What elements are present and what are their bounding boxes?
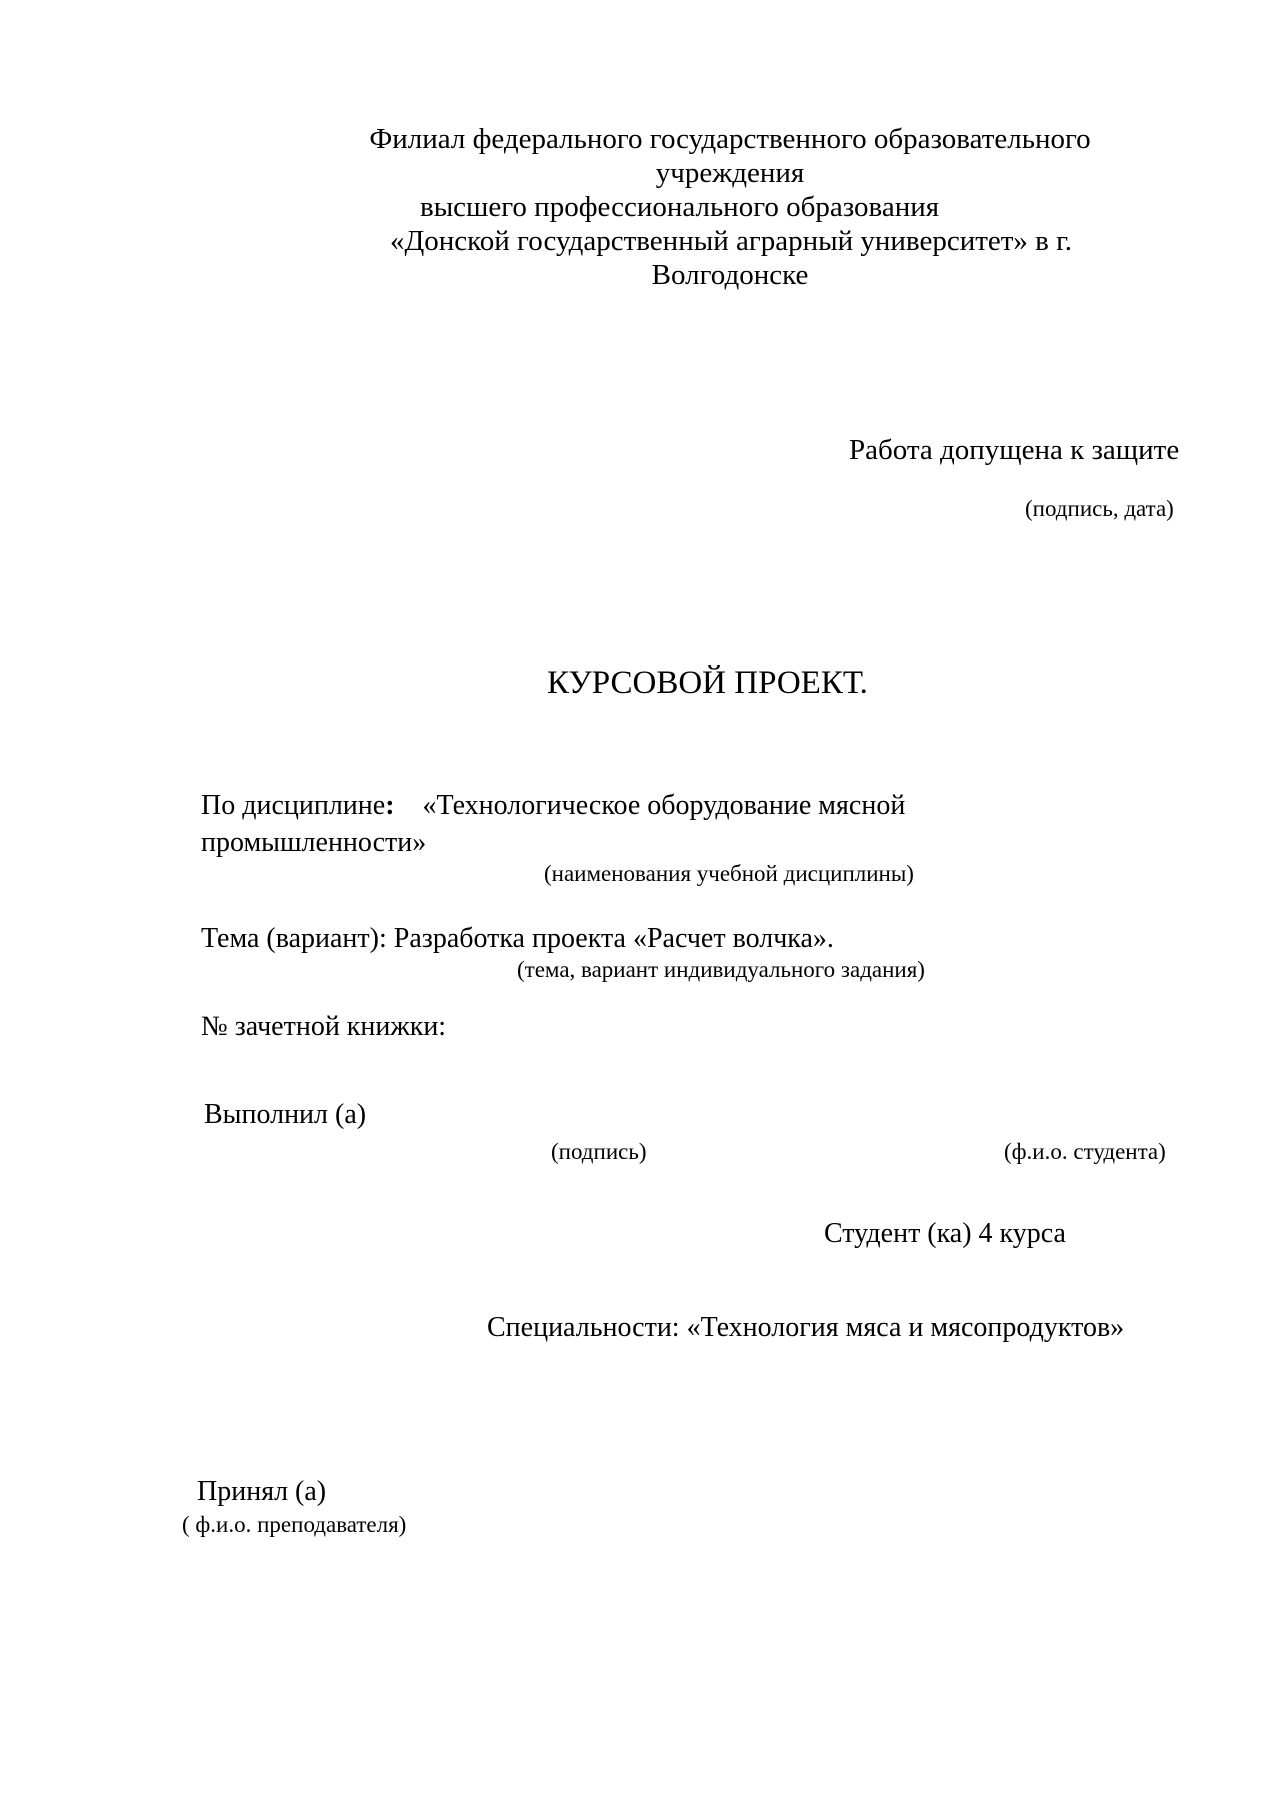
discipline-colon: : (385, 790, 395, 821)
teacher-name-caption: ( ф.и.о. преподавателя) (182, 1512, 407, 1537)
signature-caption: (подпись) (551, 1139, 647, 1164)
discipline-row (201, 792, 905, 820)
approval-text: Работа допущена к защите (849, 434, 1180, 466)
discipline-caption: (наименования учебной дисциплины) (544, 861, 914, 886)
discipline-value-line-2: промышленности» (201, 827, 427, 858)
topic-text: Тема (вариант): Разработка проекта «Расчет волчка». (201, 923, 834, 954)
student-name-caption: (ф.и.о. студента) (1004, 1139, 1166, 1164)
header-line-2: учреждения (655, 157, 805, 189)
performed-label: Выполнил (а) (204, 1099, 367, 1130)
accepted-label: Принял (а) (197, 1476, 327, 1507)
approval-caption: (подпись, дата) (1025, 496, 1174, 521)
discipline-label: По дисциплине (201, 790, 386, 821)
document-title: КУРСОВОЙ ПРОЕКТ. (547, 665, 868, 701)
student-course: Студент (ка) 4 курса (824, 1218, 1066, 1249)
header-line-4: «Донской государственный аграрный университет» в г. (390, 225, 1072, 257)
institution-header (330, 122, 1130, 292)
header-line-5: Волгодонске (651, 259, 809, 291)
topic-caption: (тема, вариант индивидуального задания) (517, 957, 925, 982)
discipline-value-line-1: «Технологическое оборудование мясной (422, 790, 906, 821)
header-line-1: Филиал федерального государственного образовательного (369, 123, 1091, 155)
record-book-label: № зачетной книжки: (201, 1011, 447, 1042)
header-line-3: высшего профессионального образования (420, 191, 940, 223)
specialty-text: Специальности: «Технология мяса и мясопродуктов» (487, 1312, 1125, 1343)
